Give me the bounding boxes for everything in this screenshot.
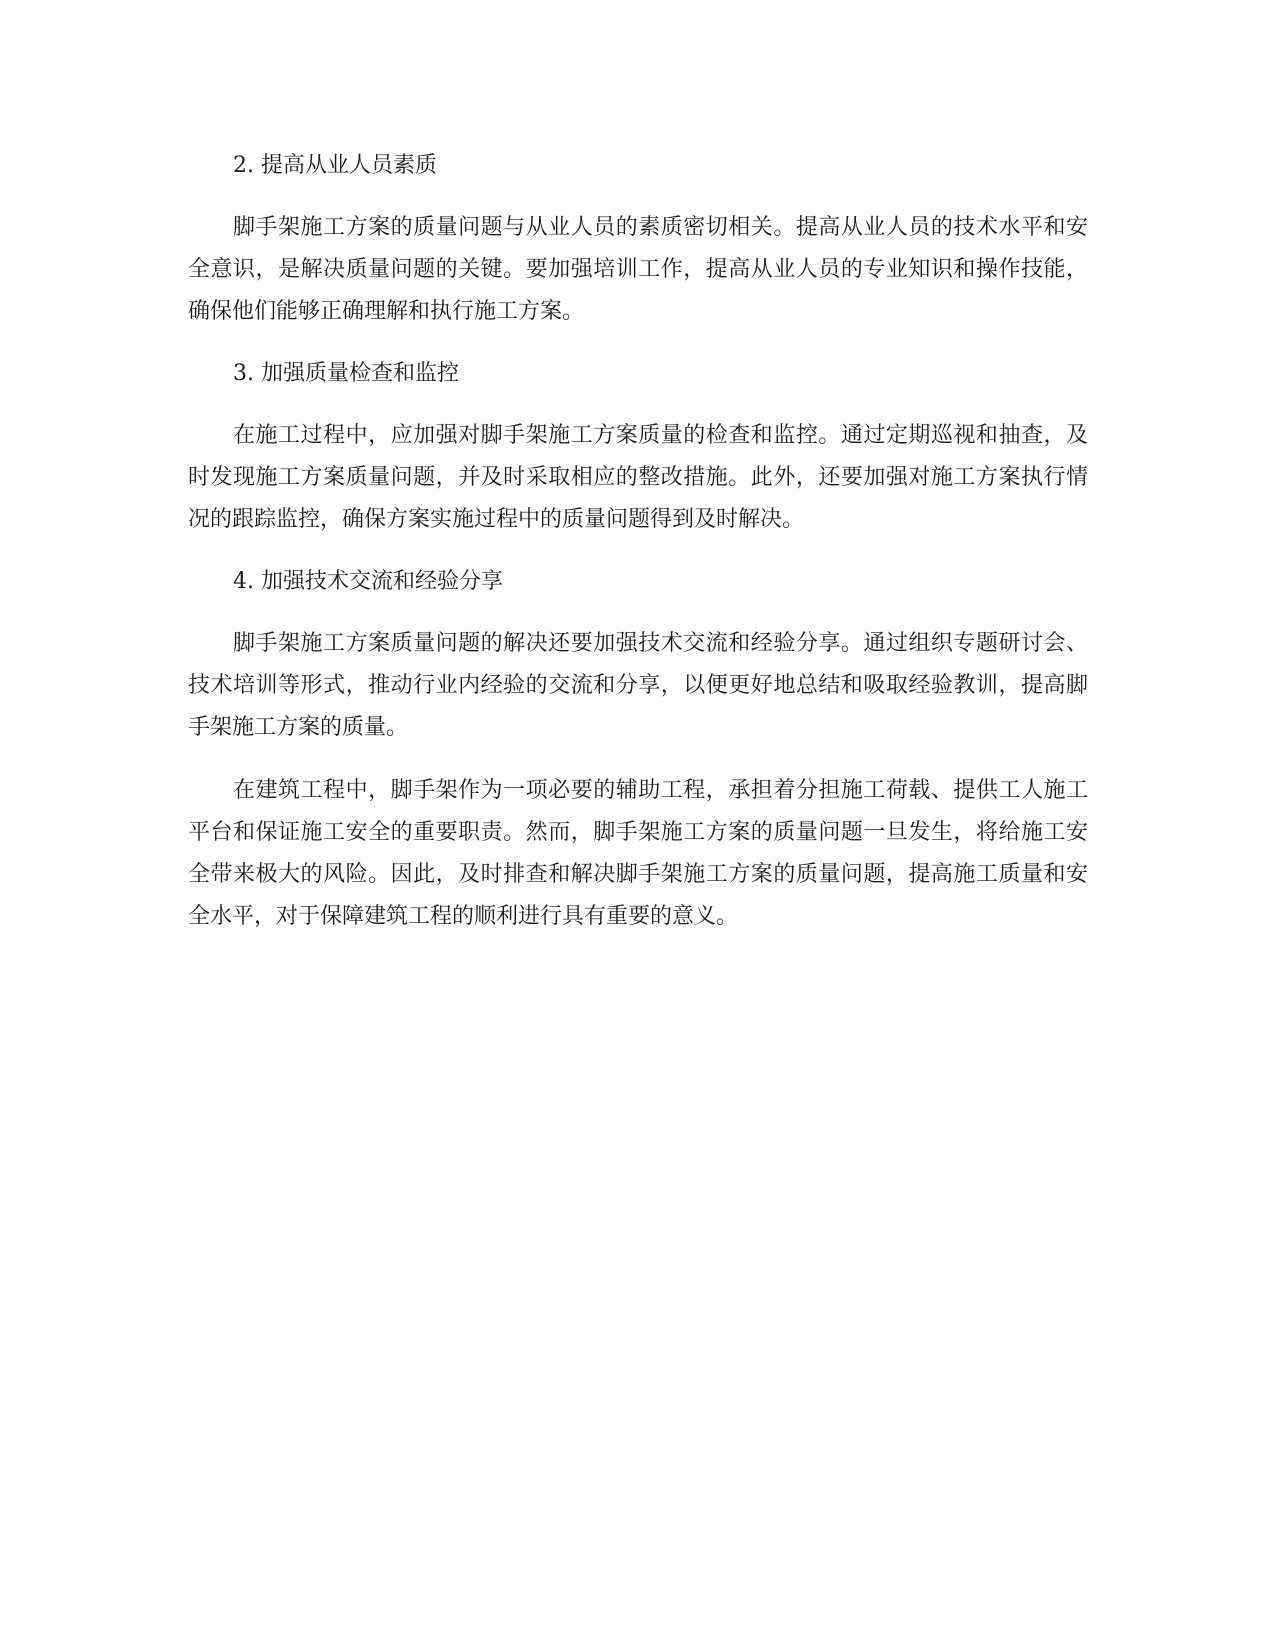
paragraph-quality-inspection: 在施工过程中，应加强对脚手架施工方案质量的检查和监控。通过定期巡视和抽查，及时发现施工方案质量问题，并及时采取相应的整改措施。此外，还要加强对施工方案执行情况的跟踪监控，确保方案实施过程中的质量问题得到及时解决。 — [188, 423, 1088, 532]
paragraph-technical-exchange: 脚手架施工方案质量问题的解决还要加强技术交流和经验分享。通过组织专题研讨会、技术培训等形式，推动行业内经验的交流和分享，以便更好地总结和吸取经验教训，提高脚手架施工方案的质量。 — [188, 631, 1088, 740]
paragraph-personnel-quality: 脚手架施工方案的质量问题与从业人员的素质密切相关。提高从业人员的技术水平和安全意识，是解决质量问题的关键。要加强培训工作，提高从业人员的专业知识和操作技能，确保他们能够正确理解和执行施工方案。 — [188, 215, 1088, 324]
section-heading-4: 4. 加强技术交流和经验分享 — [233, 569, 503, 594]
paragraph-conclusion: 在建筑工程中，脚手架作为一项必要的辅助工程，承担着分担施工荷载、提供工人施工平台和保证施工安全的重要职责。然而，脚手架施工方案的质量问题一旦发生，将给施工安全带来极大的风险。因此，及时排查和解决脚手架施工方案的质量问题，提高施工质量和安全水平，对于保障建筑工程的顺利进行具有重要的意义。 — [188, 778, 1088, 929]
section-heading-2: 2. 提高从业人员素质 — [233, 153, 437, 178]
document-body — [188, 146, 1088, 959]
section-heading-3: 3. 加强质量检查和监控 — [233, 361, 459, 386]
